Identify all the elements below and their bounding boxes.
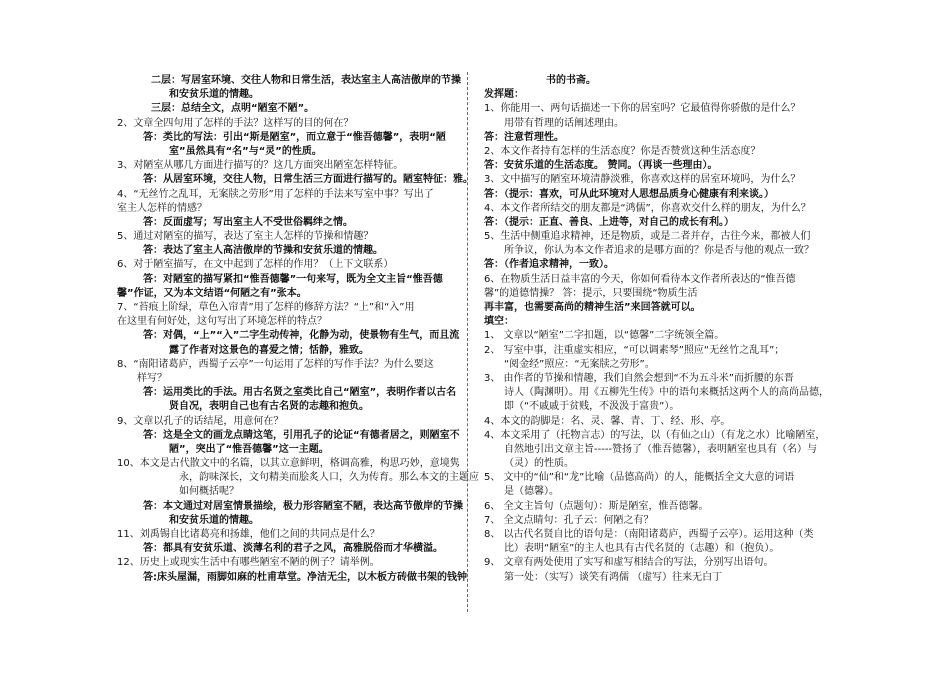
text-line: 2、本文作者持有怎样的生活态度？你是否赞赏这种生活态度？ xyxy=(484,145,761,157)
text-line: 和安贫乐道的情趣。 xyxy=(169,89,259,101)
text-line: 答：运用类比的手法。用古名贤之室类比自己“陋室”，表明作者以古名 xyxy=(143,387,457,399)
text-line: 6、在物质生活日益丰富的今天，你如何看待本文作者所表达的“惟吾德 xyxy=(484,273,796,285)
text-line: 诗人（陶渊明）。用《五柳先生传》中的语句来概括这两个人的高尚品德， xyxy=(504,387,829,399)
text-line: 1、你能用一、两句话描述一下你的居室吗？它最值得你骄傲的是什么？ xyxy=(484,103,801,115)
text-line: 4、本文作者所结交的朋友都是“鸿儒”，你喜欢交什么样的朋友，为什么？ xyxy=(484,202,811,214)
text-line: 2、文章全四句用了怎样的手法？这样写的目的何在？ xyxy=(117,117,354,129)
text-line: 12、历史上或现实生活中有哪些陋室不陋的例子？请举例。 xyxy=(117,557,380,569)
text-line: “阅金经”照应：“无案牍之劳形”。 xyxy=(504,358,655,370)
text-line: 馨”的道德情操？ 答：提示，只要围绕“物质生活 xyxy=(484,287,698,299)
text-line: 答：类比的写法：引出“斯是陋室”，而立意于“惟吾德馨”，表明“陋 xyxy=(143,131,446,143)
text-line: 7、“苔痕上阶绿，草色入帘青”用了怎样的修辞方法？“上”和“入”用 xyxy=(117,302,415,313)
text-line: 9、 文章有两处使用了实写和虚写相结合的写法，分别写出语句。 xyxy=(484,557,774,569)
text-line: 5、生活中侧重追求精神，还是物质，或是二者并存，古往今来，都被人们 xyxy=(484,231,811,243)
text-line: 8、 以古代名贤自比的语句是：（南阳诸葛庐，西蜀子云亭）。运用这种（类 xyxy=(484,529,814,540)
text-line: 9、文章以孔子的话结尾，用意何在？ xyxy=(117,415,284,427)
text-line: 如何概括呢？ xyxy=(179,486,239,498)
text-line: 答：都具有安贫乐道、淡薄名利的君子之风，高雅脱俗而才华横溢。 xyxy=(143,543,443,555)
text-line: 比）表明“陋室”的主人也具有古代名贤的（志趣）和（抱负）。 xyxy=(504,543,780,555)
text-line: 填空： xyxy=(484,316,514,328)
text-line: 即（“不戚戚于贫贱，不汲汲于富贵”）。 xyxy=(504,401,680,413)
text-line: 5、通过对陋室的描写，表达了室主人怎样的节操和情趣？ xyxy=(117,231,374,243)
text-line: 4、本文采用了（托物言志）的写法，以（有仙之山）（有龙之水）比喻陋室， xyxy=(484,429,826,441)
text-line: 答：本文通过对居室情景描绘，极力形容陋室不陋，表达高节傲岸的节操 xyxy=(143,500,463,512)
text-line: 4、“无丝竹之乱耳，无案牍之劳形”用了怎样的手法来写室中事？写出了 xyxy=(117,188,434,200)
text-line: 永，韵味深长，文句精美而脍炙人口，久为传育。那么本文的主题应 xyxy=(179,472,479,484)
text-line: 答：表达了室主人高洁傲岸的节操和安贫乐道的情趣。 xyxy=(143,245,383,257)
column-divider xyxy=(467,72,468,612)
text-line: 6、 全文主旨句（点题句）：斯是陋室，惟吾德馨。 xyxy=(484,500,709,512)
text-line: 4、本文的韵脚是：名、灵、馨、青、丁、经、形、亭。 xyxy=(484,415,731,427)
text-line: 露了作者对这景色的喜爱之情；恬静，雅致。 xyxy=(169,344,369,356)
text-line: 答：注意哲理性。 xyxy=(484,131,564,143)
text-line: 和安贫乐道的情趣。 xyxy=(169,514,259,526)
text-line: 3、对陋室从哪几方面进行描写的？这几方面突出陋室怎样特征。 xyxy=(117,160,404,172)
text-line: 1、 文章以“陋室”二字扣题，以“德馨”二字统领全篇。 xyxy=(484,330,725,342)
text-line: 自然地引出文章主旨-----赞扬了（惟吾德馨），表明陋室也具有（名）与 xyxy=(504,443,818,455)
text-line: 陋”，突出了“惟吾德馨”这一主题。 xyxy=(169,443,329,455)
text-line: 答：（提示：喜欢，可从此环境对人思想品质身心健康有利来谈。） xyxy=(484,188,774,200)
right-column xyxy=(484,74,839,585)
text-line: 答：安贫乐道的生活态度。 赞同。（再谈一些理由）。 xyxy=(484,160,718,172)
text-line: 答：反面虚写；写出室主人不受世俗羁绊之情。 xyxy=(143,216,353,228)
text-line: 再丰富，也需要高尚的精神生活”来回答就可以。 xyxy=(484,302,701,313)
text-line: 第一处：（实写）谈笑有鸿儒 （虚写）往来无白丁 xyxy=(504,571,723,583)
text-line: 2、 写室中事，注重虚实相应，“可以调素琴”照应“无丝竹之乱耳”； xyxy=(484,344,785,356)
text-line: 二层：写居室环境、交往人物和日常生活，表达室主人高洁傲岸的节操 xyxy=(151,75,461,86)
text-line: 答：（提示：正直、善良、上进等，对自己的成长有利。） xyxy=(484,216,734,228)
text-line: 6、对于陋室描写，在文中起到了怎样的作用？（上下文联系） xyxy=(117,259,394,271)
text-line: 答：这是全文的画龙点睛这笔，引用孔子的论证“有德者居之，则陋室不 xyxy=(143,429,460,441)
text-line: 答：对陋室的描写紧扣“惟吾德馨”一句来写，既为全文主旨“惟吾德 xyxy=(143,273,443,285)
text-line: 所争议，你认为本文作者追求的是哪方面的？你是否与他的观点一致？ xyxy=(504,245,814,257)
text-line: 书的书斋。 xyxy=(546,75,596,86)
text-line: 用带有哲理的话阐述理由。 xyxy=(504,117,624,129)
text-line: 样写？ xyxy=(137,372,167,384)
text-line: 7、 全文点睛句：孔子云：何陋之有？ xyxy=(484,514,654,526)
text-line: 馨”作证，又为本文结语“何陋之有”张本。 xyxy=(117,287,307,299)
text-line: 室”虽然具有“名”与“灵”的性质。 xyxy=(169,145,322,157)
text-line: 10、本文是古代散文中的名篇，以其立意鲜明，格调高雅，构思巧妙，意境隽 xyxy=(117,458,460,470)
text-line: （灵）的性质。 xyxy=(504,458,574,470)
text-line: 8、“南阳诸葛庐，西蜀子云亭”一句运用了怎样的写作手法？为什么要这 xyxy=(117,358,434,370)
text-line: 在这里有何好处，这句写出了环境怎样的特点？ xyxy=(117,316,327,328)
left-column xyxy=(117,74,479,585)
text-line: 答:床头屋漏，雨脚如麻的杜甫草堂。净洁无尘，以木板方砖做书架的钱钟 xyxy=(143,571,467,583)
text-line: 答：对偶，“上”“入”二字生动传神，化静为动，使景物有生气，而且流 xyxy=(143,330,460,342)
text-line: 3、文中描写的陋室环境清静淡雅，你喜欢这样的居室环境吗，为什么？ xyxy=(484,174,801,186)
text-line: 室主人怎样的情感？ xyxy=(117,202,207,214)
text-line: 答：（作者追求精神，一致）。 xyxy=(484,259,614,271)
text-line: 贤自况，表明自己也有古名贤的志趣和抱负。 xyxy=(169,401,369,413)
text-line: 5、 文中的“仙”和“龙”比喻（品德高尚）的人，能概括全文大意的词语 xyxy=(484,472,795,484)
text-line: 答：从居室环境，交往人物，日常生活三方面进行描写的。陋室特征：雅。 xyxy=(143,174,473,186)
text-line: 11、刘禹锡自比诸葛亮和扬雄，他们之间的共同点是什么？ xyxy=(117,529,380,540)
text-line: 发挥题： xyxy=(484,89,524,101)
text-line: 三层：总结全文，点明“陋室不陋”。 xyxy=(151,103,315,115)
text-line: 是（德馨）。 xyxy=(504,486,559,498)
text-line: 3、 由作者的节操和情趣，我们自然会想到“不为五斗米”而折腰的东晋 xyxy=(484,372,794,384)
